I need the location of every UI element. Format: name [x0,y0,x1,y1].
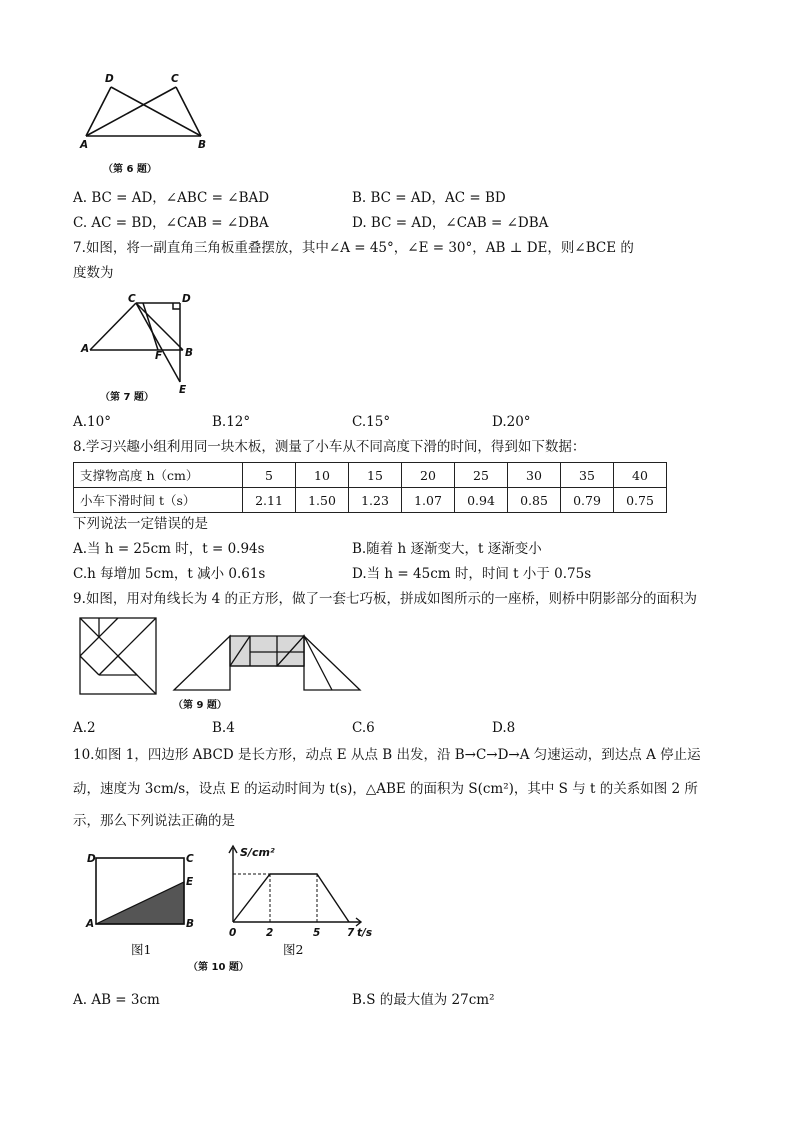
q6-option-c: C. AC = BD，∠CAB = ∠DBA [73,215,269,231]
table-cell: 0.85 [508,488,561,513]
table-row-header: 小车下滑时间 t（s） [74,488,243,513]
q6-option-d: D. BC = AD，∠CAB = ∠DBA [352,215,549,231]
table-cell: 0.79 [561,488,614,513]
q8-option-b: B.随着 h 逐渐变大，t 逐渐变小 [352,541,542,557]
table-cell: 5 [243,463,296,488]
q10-fig2-xlabel: t/s [357,927,373,939]
q9-caption: （第 9 题） [173,700,227,711]
q7-label-c: C [128,293,136,305]
q8-prompt: 下列说法一定错误的是 [73,516,208,532]
q6-label-b: B [198,139,207,151]
q7-option-d: D.20° [492,414,531,430]
q10-fig1-label-c: C [186,853,194,865]
q10-fig2-tick-7: 7 [347,927,355,939]
q10-option-a: A. AB = 3cm [73,992,160,1008]
table-cell: 15 [349,463,402,488]
q7-stem-line1: 7.如图，将一副直角三角板重叠摆放，其中∠A = 45°，∠E = 30°，AB ⊥ DE，则∠BCE 的 [73,240,634,256]
q7-option-b: B.12° [212,414,251,430]
q10-fig2-ylabel: S/cm² [240,846,275,859]
q9-tangram-square [78,616,158,696]
q10-stem-line1: 10.如图 1，四边形 ABCD 是长方形，动点 E 从点 B 出发，沿 B→C→D→A 匀速运动，到达点 A 停止运 [73,747,701,763]
q9-option-a: A.2 [73,720,96,736]
q6-option-b: B. BC = AD，AC = BD [352,190,506,206]
table-row-header: 支撑物高度 h（cm） [74,463,243,488]
q7-label-e: E [179,384,187,396]
q6-option-a: A. BC = AD，∠ABC = ∠BAD [73,190,270,206]
table-cell: 20 [402,463,455,488]
table-cell: 2.11 [243,488,296,513]
q7-stem-line2: 度数为 [73,265,114,281]
table-cell: 35 [561,463,614,488]
q8-stem: 8.学习兴趣小组利用同一块木板，测量了小车从不同高度下滑的时间，得到如下数据： [73,439,586,455]
q10-fig2-tick-0: 0 [229,927,237,939]
q6-caption: （第 6 题） [103,164,157,175]
q6-label-d: D [105,73,114,85]
q9-option-b: B.4 [212,720,235,736]
q6-label-a: A [80,139,89,151]
q7-label-d: D [182,293,191,305]
table-cell: 0.75 [614,488,667,513]
q10-fig2-tick-5: 5 [313,927,321,939]
table-cell: 0.94 [455,488,508,513]
q10-fig1-label-e: E [186,876,194,888]
q9-option-c: C.6 [352,720,375,736]
q10-figure1-rectangle [88,852,198,932]
table-cell: 1.23 [349,488,402,513]
q7-label-a: A [81,343,90,355]
q7-option-c: C.15° [352,414,391,430]
table-cell: 1.50 [296,488,349,513]
table-cell: 40 [614,463,667,488]
q10-fig1-label-a: A [86,918,95,930]
q10-stem-line2: 动，速度为 3cm/s，设点 E 的运动时间为 t(s)，△ABE 的面积为 S(cm²)，其中 S 与 t 的关系如图 2 所 [73,781,698,797]
q10-fig1-label-d: D [87,853,96,865]
q10-caption: （第 10 题） [188,962,249,973]
q7-label-f: F [155,350,163,362]
q10-stem-line3: 示，那么下列说法正确的是 [73,813,235,829]
q9-bridge-figure [172,634,362,694]
table-row [74,463,667,488]
q6-label-c: C [171,73,179,85]
table-cell: 10 [296,463,349,488]
q9-option-d: D.8 [492,720,516,736]
q10-fig2-caption: 图2 [283,942,304,957]
q10-fig1-label-b: B [186,918,195,930]
q8-option-c: C.h 每增加 5cm，t 减小 0.61s [73,566,266,582]
q10-fig1-caption: 图1 [131,942,152,957]
q8-option-a: A.当 h = 25cm 时，t = 0.94s [73,541,265,557]
table-cell: 30 [508,463,561,488]
q7-option-a: A.10° [73,414,111,430]
q9-stem: 9.如图，用对角线长为 4 的正方形，做了一套七巧板，拼成如图所示的一座桥，则桥中阴影部分的面积为 [73,591,698,607]
q8-data-table [73,462,667,513]
q10-option-b: B.S 的最大值为 27cm² [352,992,495,1008]
q7-figure [80,292,200,392]
q7-label-b: B [185,347,194,359]
q10-fig2-tick-2: 2 [266,927,274,939]
q7-caption: （第 7 题） [100,392,154,403]
table-cell: 1.07 [402,488,455,513]
q8-option-d: D.当 h = 45cm 时，时间 t 小于 0.75s [352,566,592,582]
table-cell: 25 [455,463,508,488]
table-row [74,488,667,513]
